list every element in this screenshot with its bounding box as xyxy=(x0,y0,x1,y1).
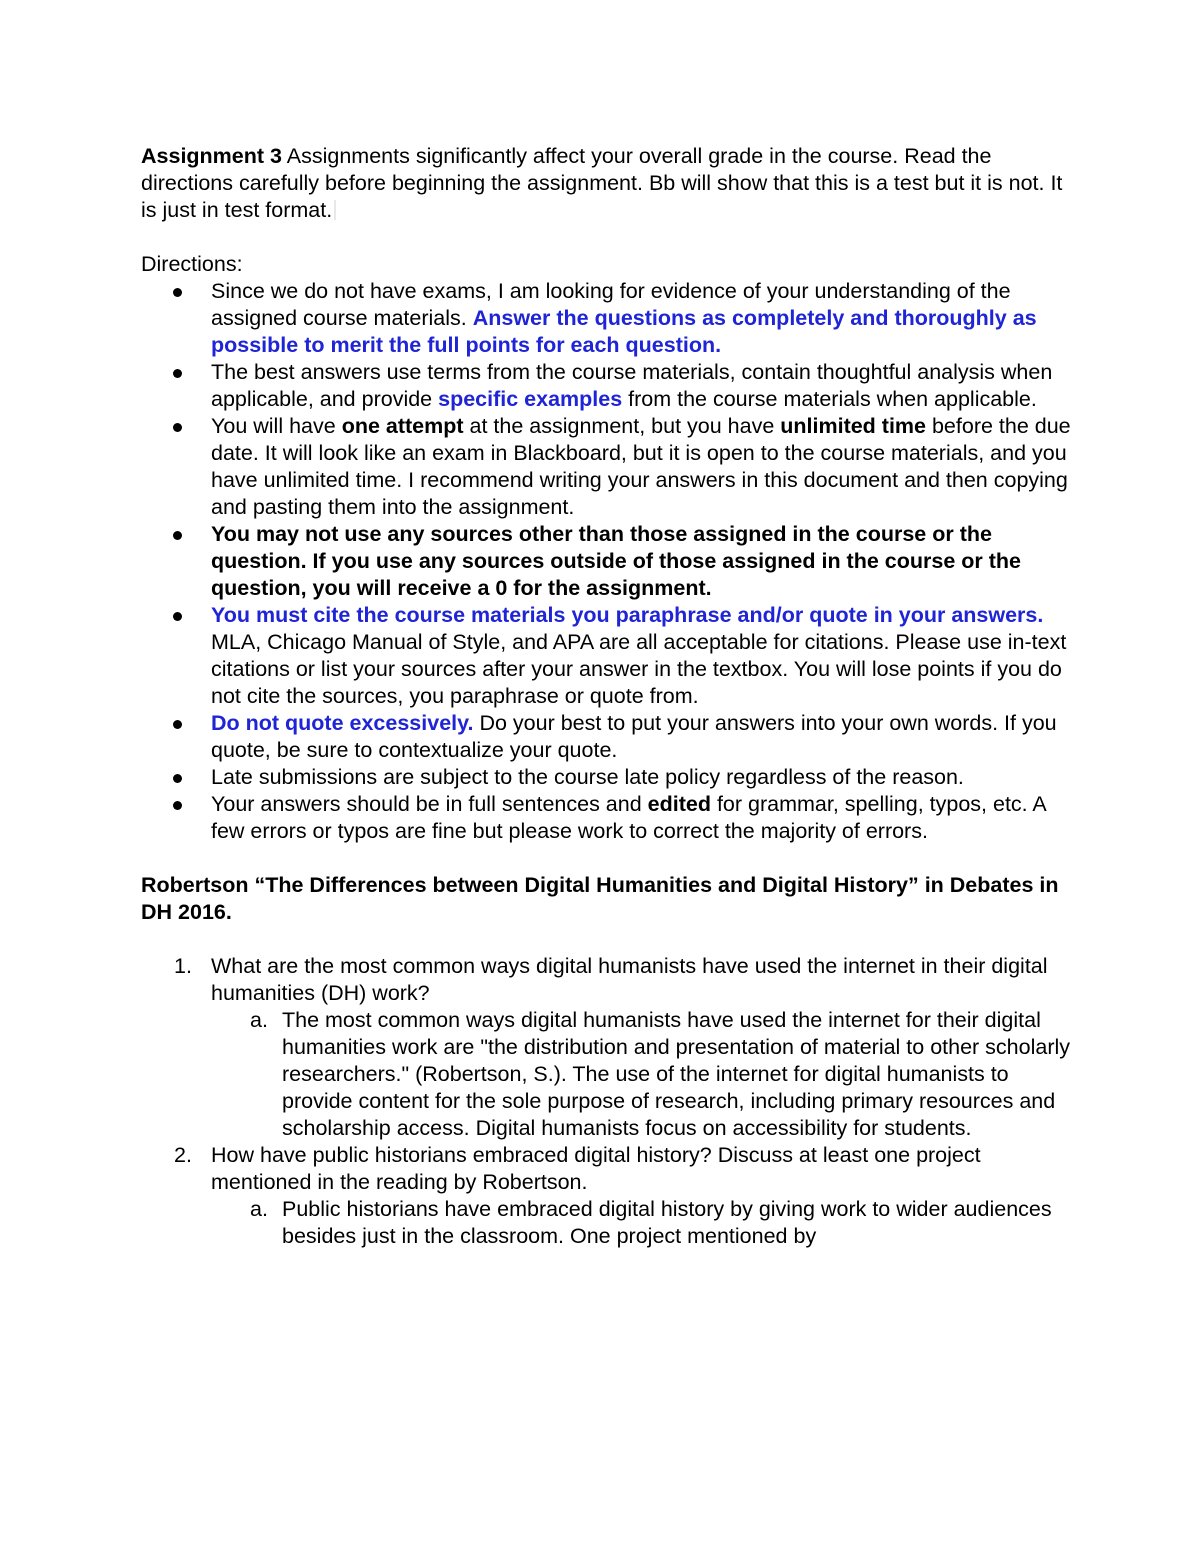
direction-item: Your answers should be in full sentences and edited for grammar, spelling, typos, etc. A few errors or typos are fine but please work to correct the majority of errors. xyxy=(141,791,1071,845)
question-text: What are the most common ways digital humanists have used the internet in their digital humanities (DH) work? xyxy=(211,954,1048,1005)
directions-label: Directions: xyxy=(141,252,243,276)
directions-list xyxy=(141,278,1071,845)
answer-letter: a. xyxy=(250,1197,268,1221)
document-page xyxy=(141,143,1071,1250)
direction-item: You may not use any sources other than those assigned in the course or the question. If you use any sources outside of those assigned in the course or the question, you will receive a 0 for the assignment. xyxy=(141,521,1071,602)
direction-item: You will have one attempt at the assignment, but you have unlimited time before the due date. It will look like an exam in Blackboard, but it is open to the course materials, and you have unlimited time. I recommend writing your answers in this document and then copying and pasting them into the assignment. xyxy=(141,413,1071,521)
direction-item: Do not quote excessively. Do your best to put your answers into your own words. If you quote, be sure to contextualize your quote. xyxy=(141,710,1071,764)
bullet-icon xyxy=(173,423,182,432)
section-title: Robertson “The Differences between Digital Humanities and Digital History” in Debates in DH 2016. xyxy=(141,873,1059,924)
answers-list xyxy=(211,1007,1071,1142)
answers-list xyxy=(211,1196,1071,1250)
bullet-icon xyxy=(173,612,182,621)
answer-item xyxy=(211,1196,1071,1250)
questions-list xyxy=(141,953,1071,1250)
question-item xyxy=(141,953,1071,1142)
text-cursor xyxy=(334,200,336,220)
intro-text: Assignments significantly affect your overall grade in the course. Read the directions carefully before beginning the assignment. Bb will show that this is a test but it is not. It is just in test format. xyxy=(141,144,1063,222)
answer-item xyxy=(211,1007,1071,1142)
bullet-icon xyxy=(173,720,182,729)
bullet-icon xyxy=(173,774,182,783)
bullet-icon xyxy=(173,288,182,297)
question-text: How have public historians embraced digital history? Discuss at least one project mentioned in the reading by Robertson. xyxy=(211,1143,981,1194)
bullet-icon xyxy=(173,531,182,540)
direction-item: Since we do not have exams, I am looking for evidence of your understanding of the assigned course materials. Answer the questions as completely and thoroughly as possible to merit the full points for each question. xyxy=(141,278,1071,359)
assignment-heading: Assignment 3 xyxy=(141,144,282,168)
intro-paragraph xyxy=(141,143,1071,224)
bullet-icon xyxy=(173,801,182,810)
answer-text: The most common ways digital humanists have used the internet for their digital humanities work are "the distribution and presentation of material to other scholarly researchers." (Robertson, S.). The use of the internet for digital humanists to provide content for the sole purpose of research, including primary resources and scholarship access. Digital humanists focus on accessibility for students. xyxy=(282,1008,1071,1140)
answer-letter: a. xyxy=(250,1008,268,1032)
question-number: 2. xyxy=(174,1143,192,1167)
direction-item: The best answers use terms from the course materials, contain thoughtful analysis when applicable, and provide specific examples from the course materials when applicable. xyxy=(141,359,1071,413)
question-item xyxy=(141,1142,1071,1250)
question-number: 1. xyxy=(174,954,192,978)
answer-text: Public historians have embraced digital history by giving work to wider audiences besides just in the classroom. One project mentioned by xyxy=(282,1197,1052,1248)
direction-item: You must cite the course materials you paraphrase and/or quote in your answers. MLA, Chicago Manual of Style, and APA are all acceptable for citations. Please use in-text citations or list your sources after your answer in the textbox. You will lose points if you do not cite the sources, you paraphrase or quote from. xyxy=(141,602,1071,710)
bullet-icon xyxy=(173,369,182,378)
direction-item: Late submissions are subject to the course late policy regardless of the reason. xyxy=(141,764,1071,791)
